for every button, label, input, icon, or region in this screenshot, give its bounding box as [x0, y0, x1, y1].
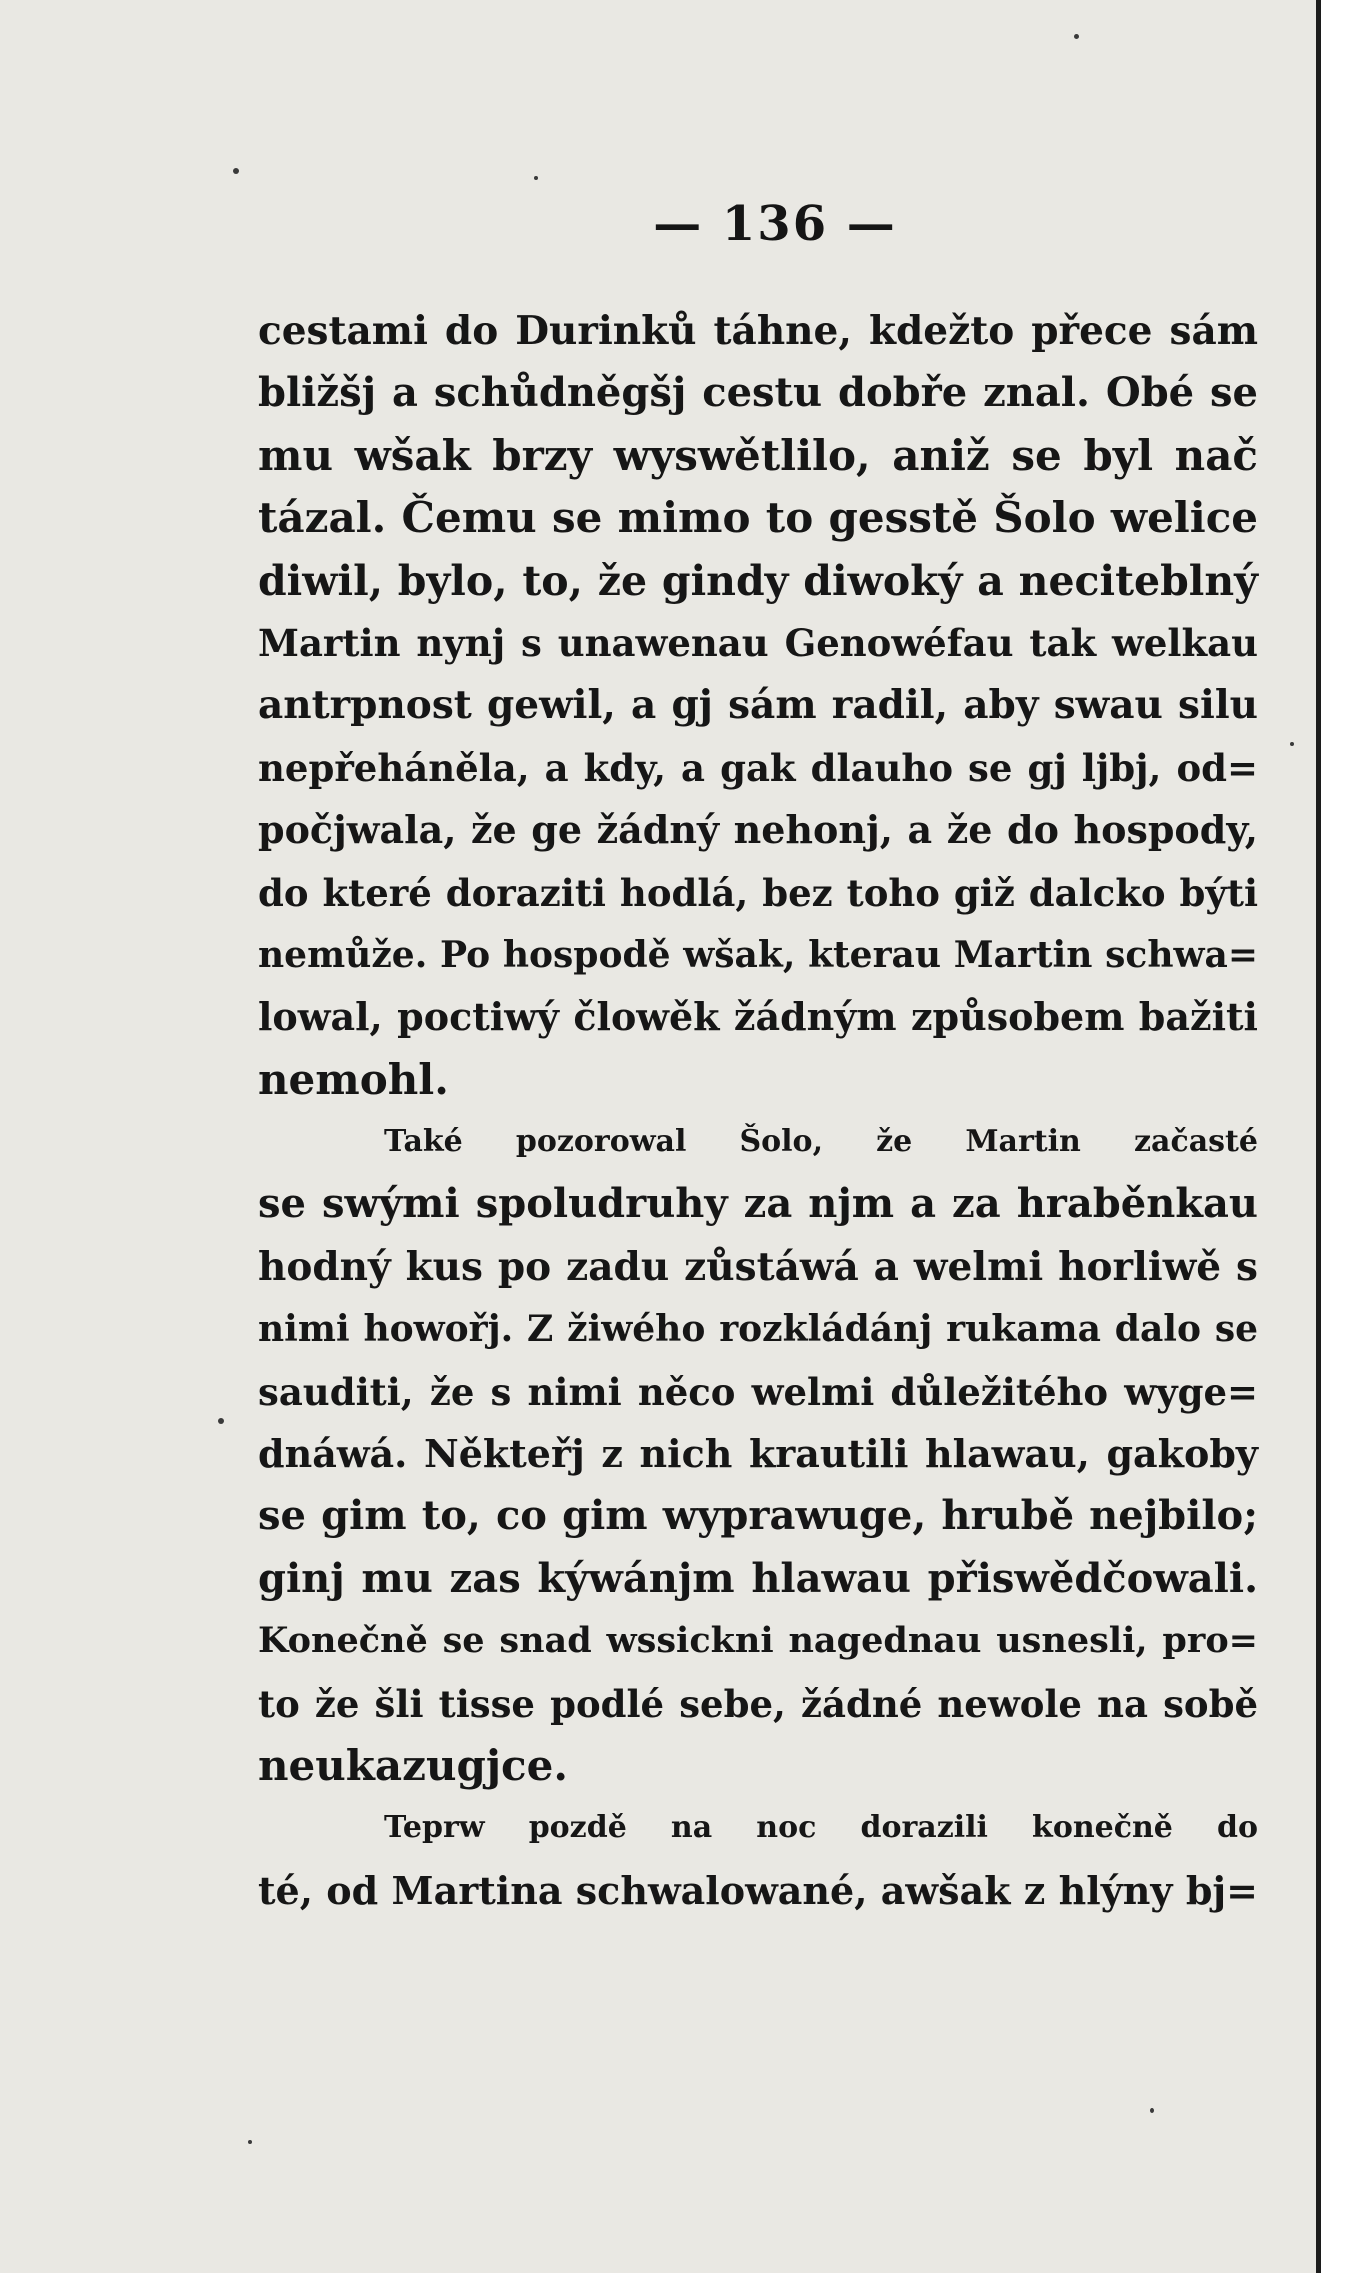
text-line: bližšj a schůdněgšj cestu dobře znal. Obé se: [258, 369, 1258, 417]
text-line: se gim to, co gim wyprawuge, hrubě nejbilo;: [258, 1492, 1258, 1540]
text-line: dnáwá. Někteřj z nich krautili hlawau, gakoby: [258, 1431, 1258, 1477]
paper-speck: [534, 176, 538, 180]
text-line: to že šli tisse podlé sebe, žádné newole na sobě: [258, 1681, 1258, 1726]
text-line: nemůže. Po hospodě wšak, kterau Martin schwa=: [258, 933, 1258, 976]
paragraph-start-line: Teprw pozdě na noc dorazili konečně do: [384, 1810, 1258, 1846]
text-line: té, od Martina schwalowané, awšak z hlýny bj=: [258, 1867, 1258, 1913]
text-line: diwil, bylo, to, že gindy diwoký a neciteblný: [258, 556, 1258, 605]
paper-speck: [1290, 742, 1294, 746]
text-line: sauditi, že s nimi něco welmi důležitého wyge=: [258, 1369, 1258, 1414]
scan-edge: [1316, 0, 1362, 2273]
text-line: antrpnost gewil, a gj sám radil, aby swau silu: [258, 682, 1258, 729]
text-line: tázal. Čemu se mimo to gesstě Šolo welice: [258, 493, 1258, 543]
text-line: do které doraziti hodlá, bez toho giž dalcko býti: [258, 870, 1258, 915]
text-line: nimi howořj. Z žiwého rozkládánj rukama dalo se: [258, 1308, 1258, 1351]
paper-speck: [233, 168, 239, 174]
text-line: lowal, poctiwý člowěk žádným způsobem bažiti: [258, 994, 1258, 1040]
text-line: se swými spoludruhy za njm a za hraběnkau: [258, 1180, 1258, 1228]
text-line: neukazugjce.: [258, 1740, 568, 1790]
text-line: mu wšak brzy wyswětlilo, aniž se byl nač: [258, 430, 1258, 480]
paper-speck: [248, 2140, 252, 2144]
paragraph-start-line: Také pozorowal Šolo, že Martin začasté: [384, 1124, 1258, 1160]
page-number: — 136 —: [653, 196, 897, 252]
text-line: hodný kus po zadu zůstáwá a welmi horliwě s: [258, 1243, 1258, 1290]
text-line: Martin nynj s unawenau Genowéfau tak welkau: [258, 620, 1258, 665]
paper-speck: [1150, 2108, 1154, 2113]
text-line: ginj mu zas kýwánjm hlawau přiswědčowali.: [258, 1554, 1258, 1602]
text-line: počjwala, že ge žádný nehonj, a že do hospody,: [258, 807, 1258, 853]
body-text: [258, 300, 1258, 1922]
paper-speck: [1074, 34, 1079, 39]
text-line: nemohl.: [258, 1054, 449, 1104]
text-line: nepřeháněla, a kdy, a gak dlauho se gj ljbj, od=: [258, 745, 1258, 790]
text-line: Konečně se snad wssickni nagednau usnesli, pro=: [258, 1620, 1258, 1662]
text-line: cestami do Durinků táhne, kdežto přece sám: [258, 308, 1258, 354]
paper-speck: [218, 1418, 224, 1424]
